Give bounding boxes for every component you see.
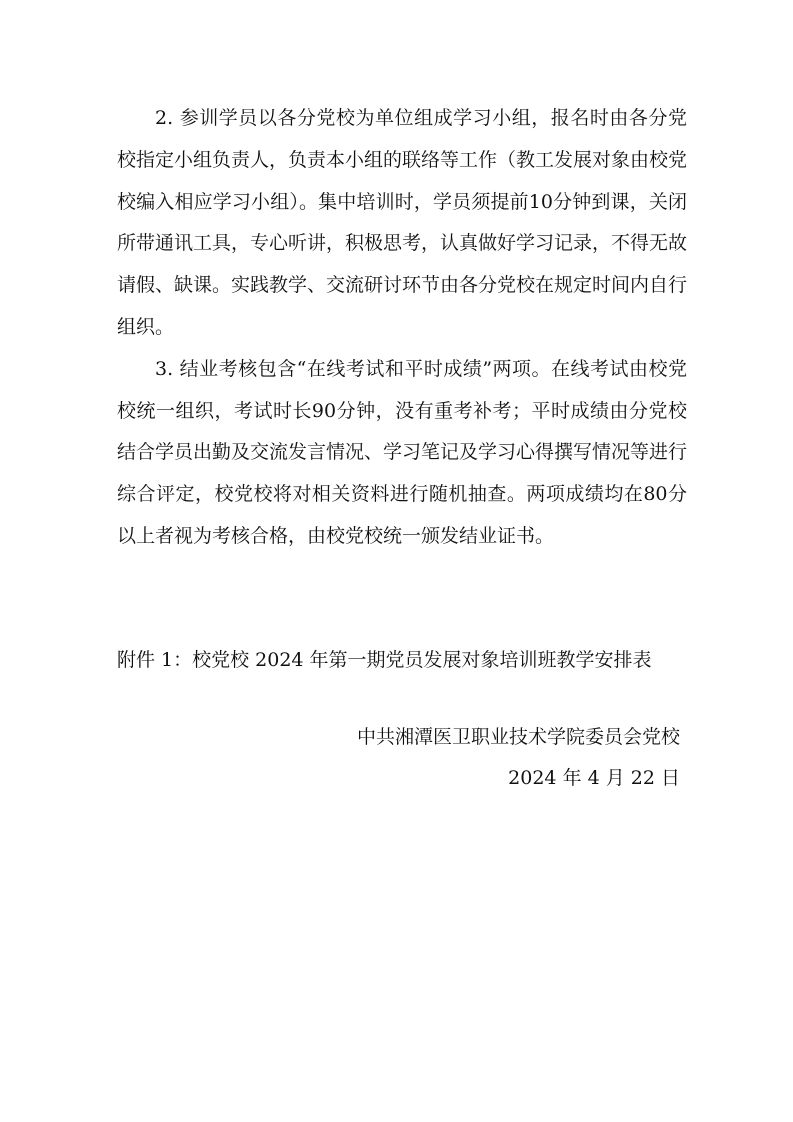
signature-organization: 中共湘潭医卫职业技术学院委员会党校 [356,726,680,748]
attachment-note: 附件 1：校党校 2024 年第一期党员发展对象培训班教学安排表 [117,649,652,671]
paragraph-item-3: 3. 结业考核包含“在线考试和平时成绩”两项。在线考试由校党校统一组织，考试时长90分钟，没有重考补考；平时成绩由分党校结合学员出勤及交流发言情况、学习笔记及学习心得撰写情况等进行综合评定，校党校将对相关资料进行随机抽查。两项成绩均在80分以上者视为考核合格，由校党校统一颁发结业证书。 [117,357,688,547]
signature-date: 2024 年 4 月 22 日 [508,767,680,789]
paragraph-item-2: 2. 参训学员以各分党校为单位组成学习小组，报名时由各分党校指定小组负责人，负责本小组的联络等工作（教工发展对象由校党校编入相应学习小组）。集中培训时，学员须提前10分钟到课，关闭所带通讯工具，专心听讲，积极思考，认真做好学习记录，不得无故请假、缺课。实践教学、交流研讨环节由各分党校在规定时间内自行组织。 [117,107,688,338]
document-body [117,98,687,558]
